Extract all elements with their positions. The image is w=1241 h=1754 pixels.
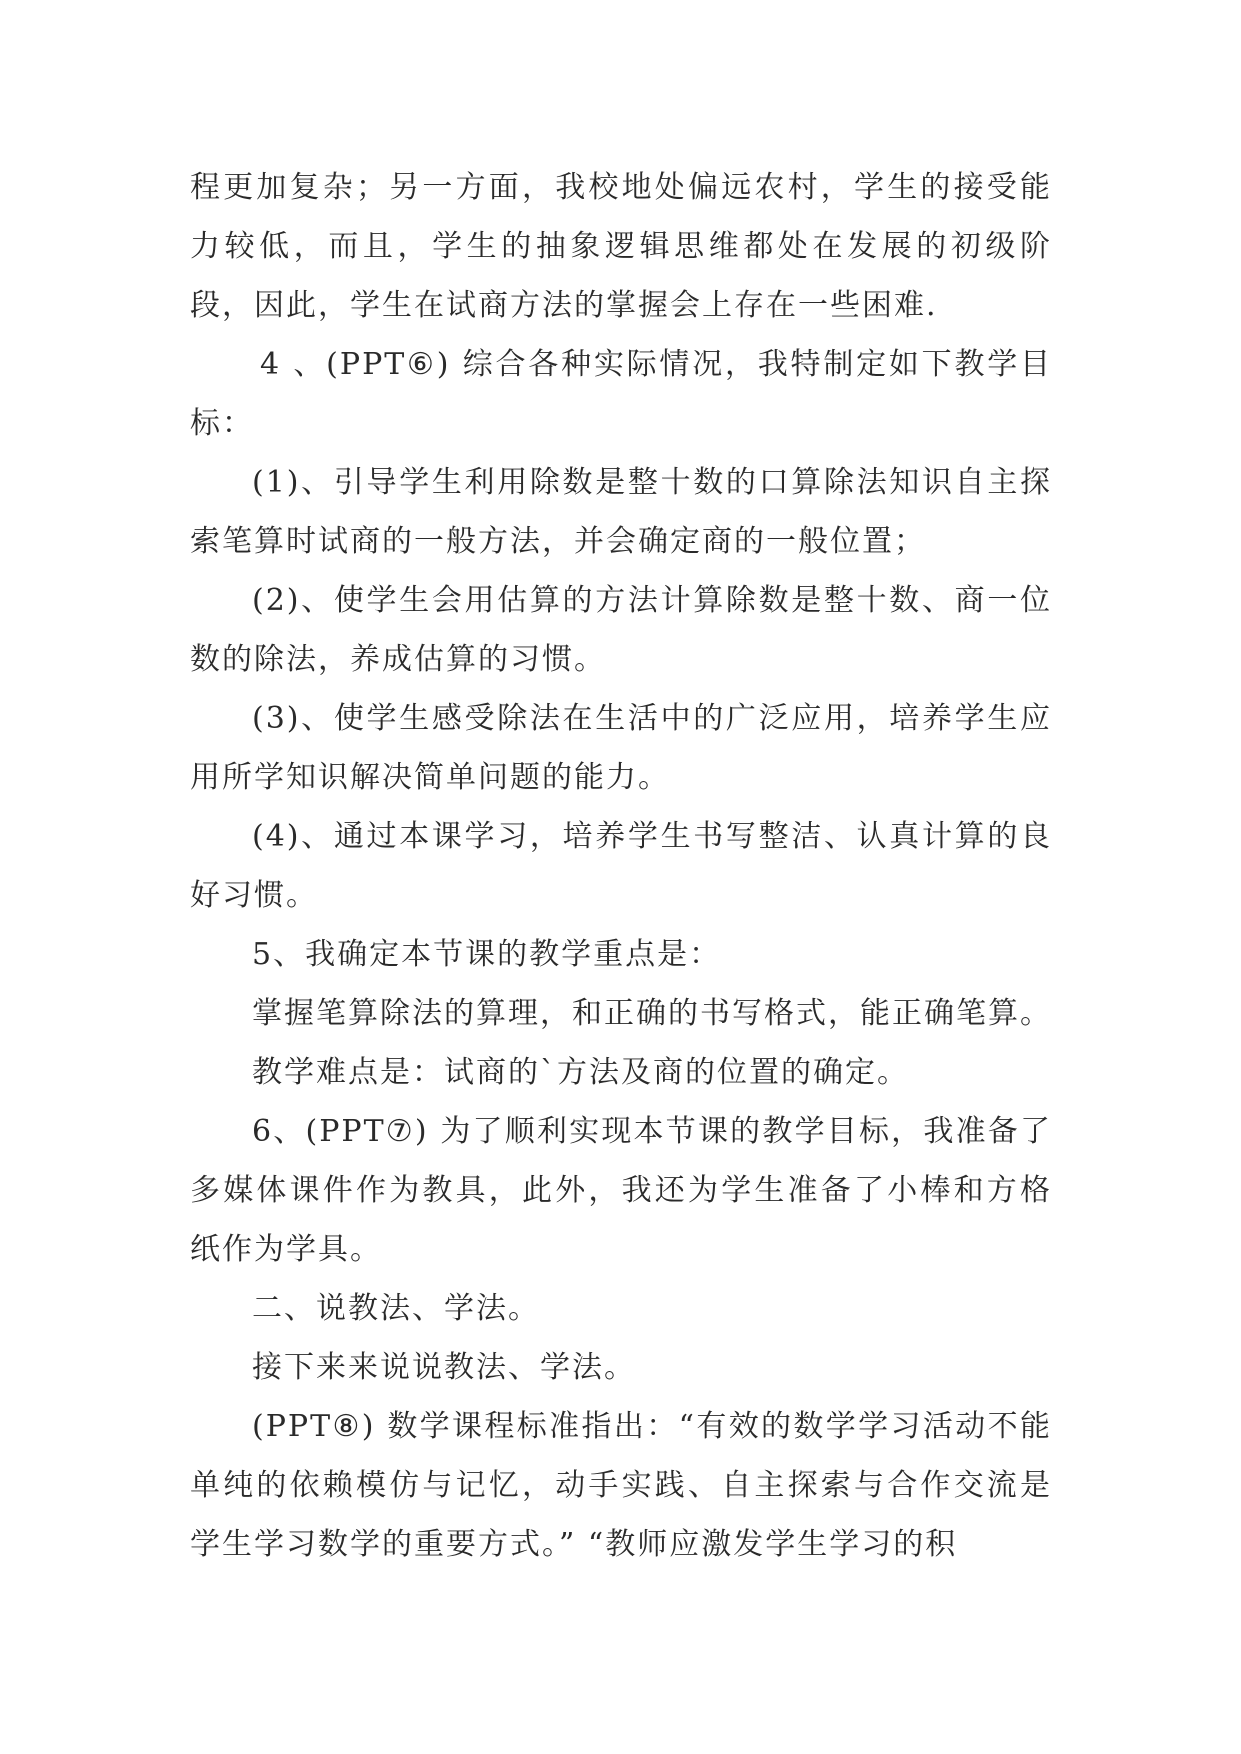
paragraph-goal-2: (2)、使学生会用估算的方法计算除数是整十数、商一位数的除法，养成估算的习惯。 [190,583,1052,677]
document-body [190,158,1052,1574]
paragraph-curriculum-standard: (PPT⑧) 数学课程标准指出：“有效的数学学习活动不能单纯的依赖模仿与记忆，动手实践、自主探索与合作交流是学生学习数学的重要方式。” “教师应激发学生学习的积 [190,1409,1052,1562]
paragraph-methods-intro: 接下来来说说教法、学法。 [252,1350,636,1385]
section-heading-methods: 二、说教法、学法。 [252,1291,540,1326]
paragraph-key-point: 掌握笔算除法的算理，和正确的书写格式，能正确笔算。 [252,996,1052,1031]
paragraph-goal-1: (1)、引导学生利用除数是整十数的口算除法知识自主探索笔算时试商的一般方法，并会确定商的一般位置； [190,465,1052,559]
paragraph-continuation: 程更加复杂；另一方面，我校地处偏远农村，学生的接受能力较低，而且，学生的抽象逻辑思维都处在发展的初级阶段，因此，学生在试商方法的掌握会上存在一些困难. [190,170,1052,323]
paragraph-teaching-goals-intro: 4 、(PPT⑥) 综合各种实际情况，我特制定如下教学目标： [190,347,1052,441]
paragraph-difficulty: 教学难点是：试商的`方法及商的位置的确定。 [252,1055,909,1090]
paragraph-goal-3: (3)、使学生感受除法在生活中的广泛应用，培养学生应用所学知识解决简单问题的能力。 [190,701,1052,795]
paragraph-teaching-aids: 6、(PPT⑦) 为了顺利实现本节课的教学目标，我准备了多媒体课件作为教具，此外，我还为学生准备了小棒和方格纸作为学具。 [190,1114,1052,1267]
paragraph-key-point-intro: 5、我确定本节课的教学重点是： [252,937,722,972]
paragraph-goal-4: (4)、通过本课学习，培养学生书写整洁、认真计算的良好习惯。 [190,819,1052,913]
